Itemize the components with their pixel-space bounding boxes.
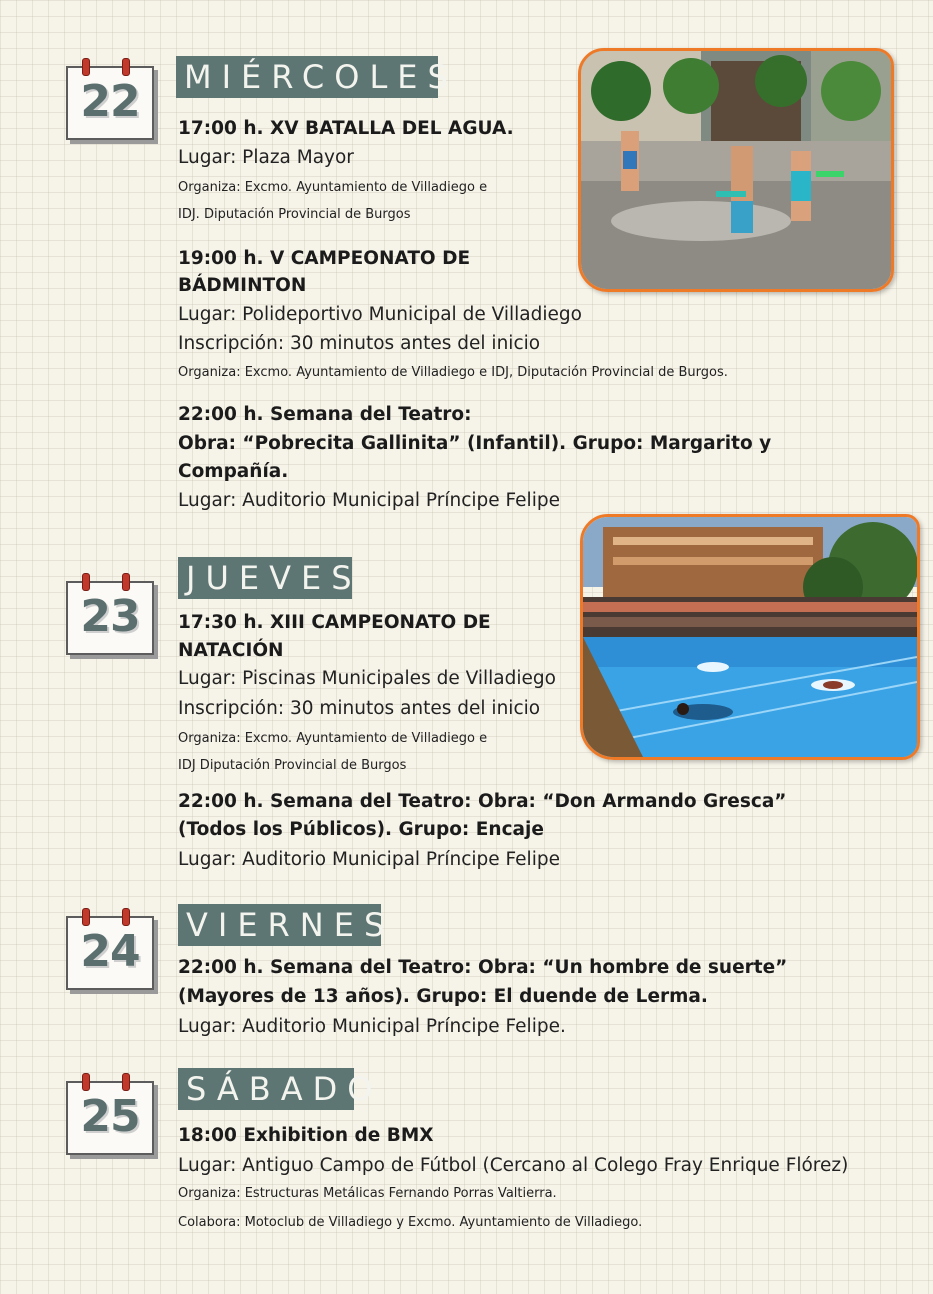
calendar-icon-23 (62, 573, 154, 653)
event-title: Compañía. (178, 461, 289, 482)
swimming-image (583, 517, 917, 757)
photo-swimming (580, 514, 920, 760)
day-header-viernes: VIERNES (178, 904, 381, 946)
event-place: Lugar: Plaza Mayor (178, 147, 354, 168)
event-collaborator: Colabora: Motoclub de Villadiego y Excmo. Ayuntamiento de Villadiego. (178, 1215, 643, 1230)
event-place: Lugar: Piscinas Municipales de Villadiego (178, 668, 556, 689)
event-place: Lugar: Auditorio Municipal Príncipe Felipe (178, 849, 560, 870)
day-number: 24 (80, 926, 140, 977)
event-title: BÁDMINTON (178, 275, 307, 296)
event-title: Obra: “Pobrecita Gallinita” (Infantil). Grupo: Margarito y (178, 433, 772, 454)
event-place: Lugar: Antiguo Campo de Fútbol (Cercano al Colego Fray Enrique Flórez) (178, 1155, 849, 1176)
event-registration: Inscripción: 30 minutos antes del inicio (178, 333, 541, 354)
event-organizer: Organiza: Estructuras Metálicas Fernando Porras Valtierra. (178, 1186, 557, 1201)
calendar-icon-24 (62, 908, 154, 988)
calendar-ring (122, 58, 130, 76)
event-title: 22:00 h. Semana del Teatro: Obra: “Don Armando Gresca” (178, 791, 787, 812)
calendar-ring (82, 1073, 90, 1091)
event-place: Lugar: Auditorio Municipal Príncipe Felipe (178, 490, 560, 511)
event-title: (Mayores de 13 años). Grupo: El duende de Lerma. (178, 986, 708, 1007)
event-registration: Inscripción: 30 minutos antes del inicio (178, 698, 541, 719)
calendar-ring (122, 1073, 130, 1091)
event-place: Lugar: Auditorio Municipal Príncipe Felipe. (178, 1016, 566, 1037)
water-battle-image (581, 51, 891, 289)
calendar-ring (122, 573, 130, 591)
event-title: NATACIÓN (178, 640, 284, 661)
event-title: 19:00 h. V CAMPEONATO DE (178, 248, 471, 269)
event-title: (Todos los Públicos). Grupo: Encaje (178, 819, 544, 840)
photo-water-battle (578, 48, 894, 292)
day-header-sabado: SÁBADO (178, 1068, 354, 1110)
day-header-miercoles: MIÉRCOLES (176, 56, 438, 98)
event-title: 22:00 h. Semana del Teatro: Obra: “Un hombre de suerte” (178, 957, 788, 978)
day-number: 23 (80, 591, 140, 642)
event-organizer: Organiza: Excmo. Ayuntamiento de Villadiego e IDJ, Diputación Provincial de Burgos. (178, 365, 728, 380)
calendar-ring (82, 58, 90, 76)
event-organizer: IDJ. Diputación Provincial de Burgos (178, 207, 411, 222)
day-number: 22 (80, 76, 140, 127)
calendar-icon-22 (62, 58, 154, 138)
day-header-jueves: JUEVES (178, 557, 352, 599)
event-place: Lugar: Polideportivo Municipal de Villadiego (178, 304, 582, 325)
event-organizer: Organiza: Excmo. Ayuntamiento de Villadiego e (178, 180, 488, 195)
event-title: 17:00 h. XV BATALLA DEL AGUA. (178, 118, 514, 139)
calendar-ring (82, 908, 90, 926)
calendar-icon-25 (62, 1073, 154, 1153)
day-number: 25 (80, 1091, 140, 1142)
event-organizer: Organiza: Excmo. Ayuntamiento de Villadiego e (178, 731, 488, 746)
event-title: 18:00 Exhibition de BMX (178, 1125, 434, 1146)
event-title: 22:00 h. Semana del Teatro: (178, 404, 472, 425)
calendar-ring (82, 573, 90, 591)
calendar-ring (122, 908, 130, 926)
event-title: 17:30 h. XIII CAMPEONATO DE (178, 612, 491, 633)
event-organizer: IDJ Diputación Provincial de Burgos (178, 758, 407, 773)
